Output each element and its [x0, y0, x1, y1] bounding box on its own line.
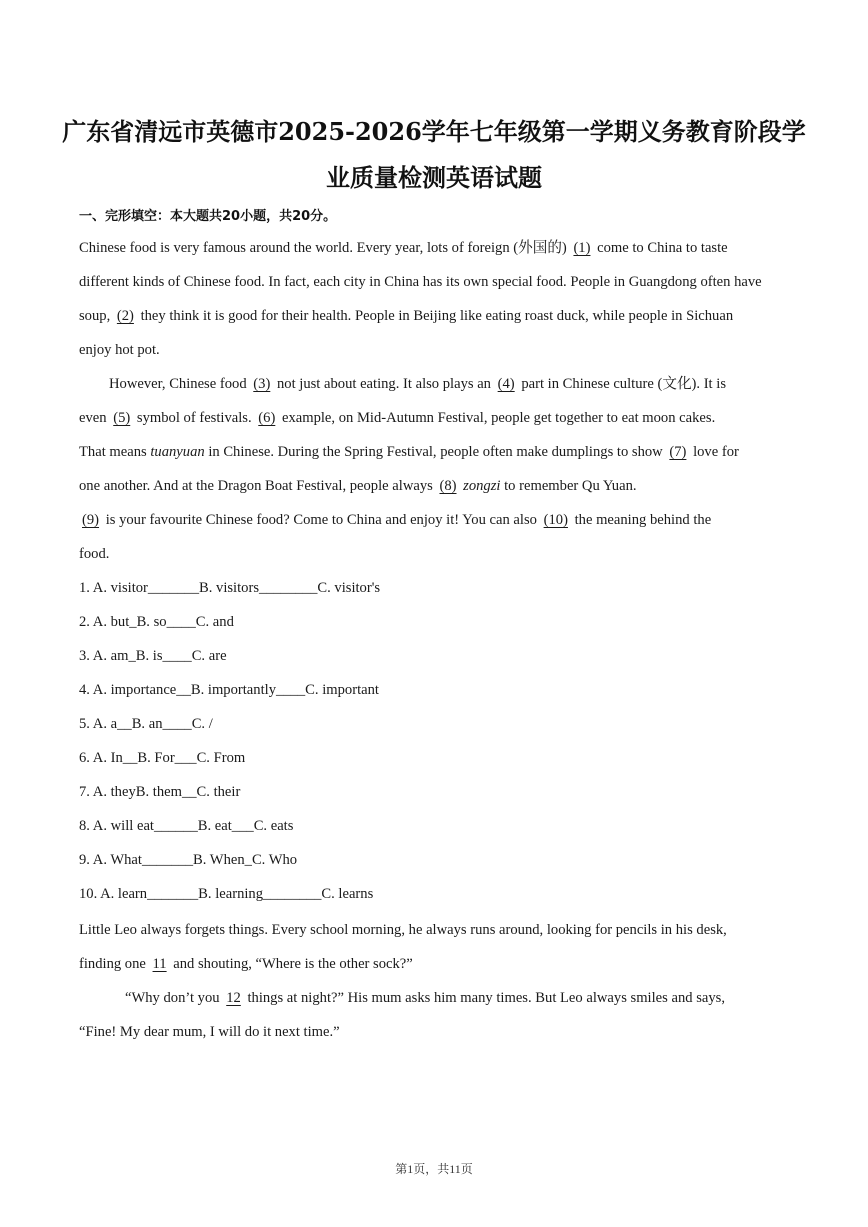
- italic-word: tuanyuan: [150, 444, 205, 460]
- blank-9: (9): [82, 512, 100, 528]
- italic-word: zongzi: [463, 478, 501, 494]
- blank-2: (2): [116, 308, 134, 324]
- option-row: 2. A. but_B. so____C. and: [79, 614, 234, 630]
- option-row: 7. A. theyB. them__C. their: [79, 784, 241, 800]
- option-row: 4. A. importance__B. importantly____C. important: [79, 682, 379, 698]
- blank-11: 11: [152, 956, 167, 972]
- option-row: 3. A. am_B. is____C. are: [79, 648, 227, 664]
- passage-text: example, on Mid-Autumn Festival, people get together to eat moon cakes.: [281, 410, 716, 426]
- blank-8: (8): [439, 478, 457, 494]
- blank-4: (4): [497, 376, 515, 392]
- passage-text: they think it is good for their health. People in Beijing like eating roast duck, while people in Sichuan: [140, 308, 734, 324]
- passage-line: enjoy hot pot.: [79, 342, 160, 358]
- option-row: 8. A. will eat______B. eat___C. eats: [79, 818, 294, 834]
- passage-text: love for: [693, 444, 739, 460]
- exam-title-line-2: 业质量检测英语试题: [326, 163, 542, 192]
- option-row: 1. A. visitor_______B. visitors________C. visitor's: [79, 580, 381, 596]
- passage-text: “Why don’t you: [125, 990, 220, 1006]
- passage-text: one another. And at the Dragon Boat Festival, people always: [79, 478, 433, 494]
- passage-line: [109, 374, 726, 394]
- blank-6: (6): [258, 410, 276, 426]
- exam-title-line-1: 广东省清远市英德市2025-2026学年七年级第一学期义务教育阶段学: [62, 117, 806, 146]
- passage-text: part in Chinese culture (文化). It is: [521, 376, 726, 392]
- option-row: 10. A. learn_______B. learning________C. learns: [79, 886, 374, 902]
- blank-5: (5): [113, 410, 131, 426]
- passage-text: is your favourite Chinese food? Come to China and enjoy it! You can also: [105, 512, 537, 528]
- passage-line: Little Leo always forgets things. Every school morning, he always runs around, looking for pencils in his desk,: [79, 922, 727, 938]
- passage-text: finding one: [79, 956, 146, 972]
- blank-10: (10): [543, 512, 568, 528]
- blank-3: (3): [253, 376, 271, 392]
- passage-text: and shouting, “Where is the other sock?”: [173, 956, 413, 972]
- passage-line: food.: [79, 546, 110, 562]
- passage-line: [125, 988, 725, 1008]
- passage-text: even: [79, 410, 107, 426]
- passage-line: different kinds of Chinese food. In fact, each city in China has its own special food. People in Guangdong often have: [79, 274, 762, 290]
- option-row: 9. A. What_______B. When_C. Who: [79, 852, 298, 868]
- passage-text: That means: [79, 444, 147, 460]
- passage-text: come to China to taste: [597, 240, 728, 256]
- blank-7: (7): [669, 444, 687, 460]
- passage-line: [79, 408, 715, 428]
- passage-text: things at night?” His mum asks him many times. But Leo always smiles and says,: [247, 990, 725, 1006]
- passage-line: [79, 476, 637, 496]
- passage-text: soup,: [79, 308, 111, 324]
- option-row: 5. A. a__B. an____C. /: [79, 716, 213, 732]
- passage-line: “Fine! My dear mum, I will do it next time.”: [79, 1024, 340, 1040]
- passage-text: symbol of festivals.: [136, 410, 252, 426]
- passage-line: [79, 306, 733, 326]
- passage-text: to remember Qu Yuan.: [504, 478, 637, 494]
- blank-1: (1): [573, 240, 591, 256]
- section-heading: 一、完形填空：本大题共20小题，共20分。: [79, 209, 337, 224]
- passage-text: However, Chinese food: [109, 376, 247, 392]
- passage-text: Chinese food is very famous around the world. Every year, lots of foreign (外国的): [79, 240, 567, 256]
- passage-text: in Chinese. During the Spring Festival, people often make dumplings to show: [208, 444, 663, 460]
- option-row: 6. A. In__B. For___C. From: [79, 750, 246, 766]
- passage-line: [79, 954, 413, 974]
- passage-line: [79, 442, 739, 462]
- passage-text: the meaning behind the: [574, 512, 712, 528]
- passage-line: [79, 238, 728, 258]
- passage-text: not just about eating. It also plays an: [276, 376, 491, 392]
- page-footer: 第1页，共11页: [395, 1162, 473, 1176]
- passage-line: [79, 510, 711, 530]
- blank-12: 12: [226, 990, 241, 1006]
